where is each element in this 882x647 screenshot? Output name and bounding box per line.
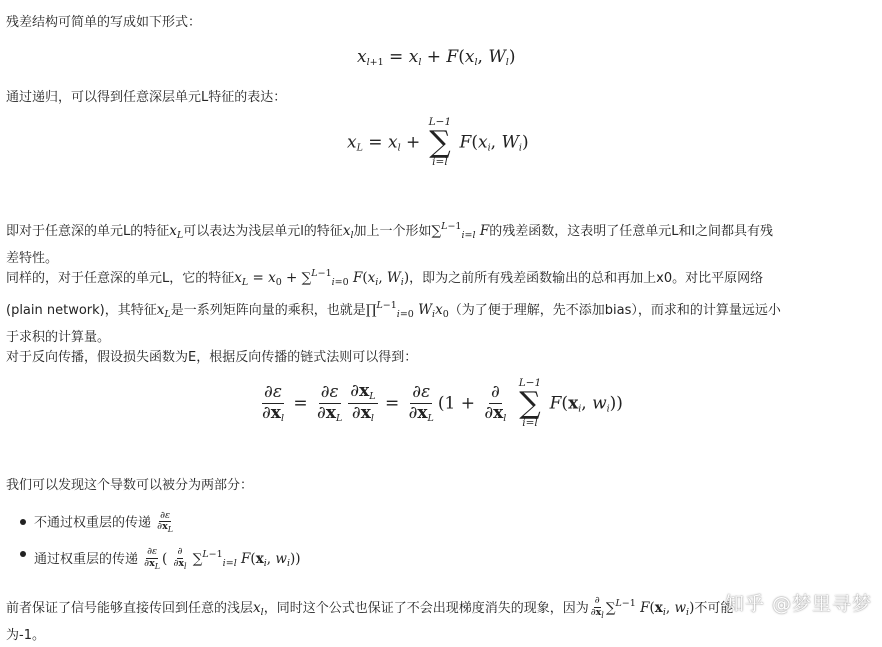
paragraph-recursion: 通过递归，可以得到任意深层单元L特征的表达：: [6, 90, 287, 105]
paragraph-plain-network: 同样的，对于任意深的单元L，它的特征$x_L = x_0 + \sum^{L-1}_{i=0}$ $F(x_i$, $W_i$)，即为之前所有残差函数输出的总和再加上x0。对比平原网络 (plain network)，其特征$x_L$是一系列矩阵向量的乘积，也就是∏$^{L-1}_{i=0}$ $W_ix_0$（为了便于理解，先不添加bias），而求和的计算量远远小 于求积的计算量。: [6, 268, 781, 345]
bullet-dot: [20, 519, 26, 525]
list-item: 不通过权重层的传递 $\frac{\partial\varepsilon}{\partial x_L}$: [34, 510, 174, 535]
equation-gradient: $\frac{\partial\varepsilon}{\partial x_l}$ = $\frac{\partial\varepsilon}{\partial x_L}$ $\frac{\partial x_L}{\partial x_l}$ = $\frac{\partial\varepsilon}{\partial x_L}$ (1 + $\frac{\partial}{\partial x_l}$ L−1 ∑ i=l $F(x_i$, $w_i$)): [262, 377, 623, 430]
watermark: 知乎 @梦里寻梦: [724, 593, 872, 615]
paragraph-conclusion: 前者保证了信号能够直接传回到任意的浅层$x_l$，同时这个公式也保证了不会出现梯度消失的现象，因为 $\frac{\partial}{\partial x_l}$ ∑$^{L-1}$ $F(x_i$, $w_i$)不可能 为-1。: [6, 595, 734, 643]
paragraph-two-parts: 我们可以发现这个导数可以被分为两部分：: [6, 478, 254, 493]
paragraph-intro: 残差结构可简单的写成如下形式：: [6, 15, 202, 30]
paragraph-backprop: 对于反向传播，假设损失函数为E，根据反向传播的链式法则可以得到：: [6, 350, 418, 365]
list-item: 通过权重层的传递 $\frac{\partial\varepsilon}{\partial x_L}$ ( $\frac{\partial}{\partial x_l}$ ∑$^{L-1}_{i=l}$ $F(x_i$, $w_i$)): [34, 546, 301, 571]
paragraph-deep-feature: 即对于任意深的单元L的特征$x_L$可以表达为浅层单元l的特征$x_l$加上一个形如∑$^{L-1}_{i=l}$ F的残差函数，这表明了任意单元L和l之间都具有残 差特性。: [6, 221, 774, 266]
equation-recursive: $x_L = x_l$ + L−1 ∑ i=l $F(x_i$, $W_i$): [347, 116, 529, 169]
bullet-dot: [20, 551, 26, 557]
equation-residual: $x_{l+1} = x_l + F(x_l$, $W_l$): [357, 47, 516, 68]
